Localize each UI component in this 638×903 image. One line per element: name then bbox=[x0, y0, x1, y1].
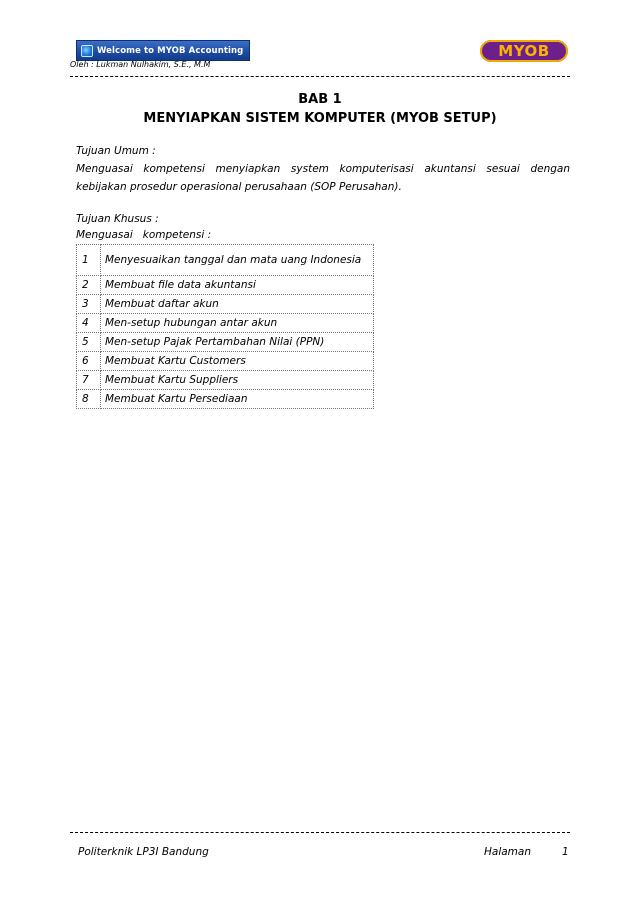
footer-page-label: Halaman bbox=[484, 846, 531, 858]
row-number: 3 bbox=[77, 295, 101, 314]
chapter-number: BAB 1 bbox=[298, 92, 342, 107]
chapter-title bbox=[70, 90, 570, 128]
row-number: 1 bbox=[77, 245, 101, 276]
table-row bbox=[77, 333, 374, 352]
table-row bbox=[77, 295, 374, 314]
footer-page-number: 1 bbox=[562, 846, 569, 858]
row-text: Membuat daftar akun bbox=[101, 295, 374, 314]
row-text: Men-setup Pajak Pertambahan Nilai (PPN) bbox=[101, 333, 374, 352]
row-text: Menyesuaikan tanggal dan mata uang Indonesia bbox=[101, 245, 374, 276]
footer-divider bbox=[70, 832, 570, 833]
banner-text: Welcome to MYOB Accounting bbox=[97, 45, 244, 56]
row-text: Membuat file data akuntansi bbox=[101, 276, 374, 295]
footer-institution: Politerknik LP3I Bandung bbox=[78, 846, 209, 858]
tujuan-umum-body: Menguasai kompetensi menyiapkan system komputerisasi akuntansi sesuai dengan kebijakan prosedur operasional perusahaan (SOP Perusahan). bbox=[76, 163, 570, 193]
welcome-banner bbox=[76, 40, 250, 61]
myob-logo-text: MYOB bbox=[498, 42, 550, 60]
chapter-heading: MENYIAPKAN SISTEM KOMPUTER (MYOB SETUP) bbox=[143, 111, 497, 126]
row-number: 4 bbox=[77, 314, 101, 333]
tujuan-umum-heading: Tujuan Umum : bbox=[76, 145, 156, 157]
row-number: 8 bbox=[77, 390, 101, 409]
table-row bbox=[77, 371, 374, 390]
globe-icon bbox=[81, 45, 93, 57]
row-text: Membuat Kartu Customers bbox=[101, 352, 374, 371]
tujuan-khusus-lead: Menguasai kompetensi : bbox=[76, 229, 212, 241]
row-number: 7 bbox=[77, 371, 101, 390]
row-text: Membuat Kartu Suppliers bbox=[101, 371, 374, 390]
table-row bbox=[77, 352, 374, 371]
table-row bbox=[77, 245, 374, 276]
author-line: Oleh : Lukman Nulhakim, S.E., M.M bbox=[70, 60, 211, 69]
row-number: 5 bbox=[77, 333, 101, 352]
row-text: Membuat Kartu Persediaan bbox=[101, 390, 374, 409]
row-text: Men-setup hubungan antar akun bbox=[101, 314, 374, 333]
row-number: 2 bbox=[77, 276, 101, 295]
table-row bbox=[77, 390, 374, 409]
row-number: 6 bbox=[77, 352, 101, 371]
myob-logo bbox=[480, 40, 568, 62]
tujuan-khusus-heading: Tujuan Khusus : bbox=[76, 213, 159, 225]
table-row bbox=[77, 314, 374, 333]
header-divider bbox=[70, 76, 570, 77]
competency-table bbox=[76, 244, 374, 409]
table-row bbox=[77, 276, 374, 295]
